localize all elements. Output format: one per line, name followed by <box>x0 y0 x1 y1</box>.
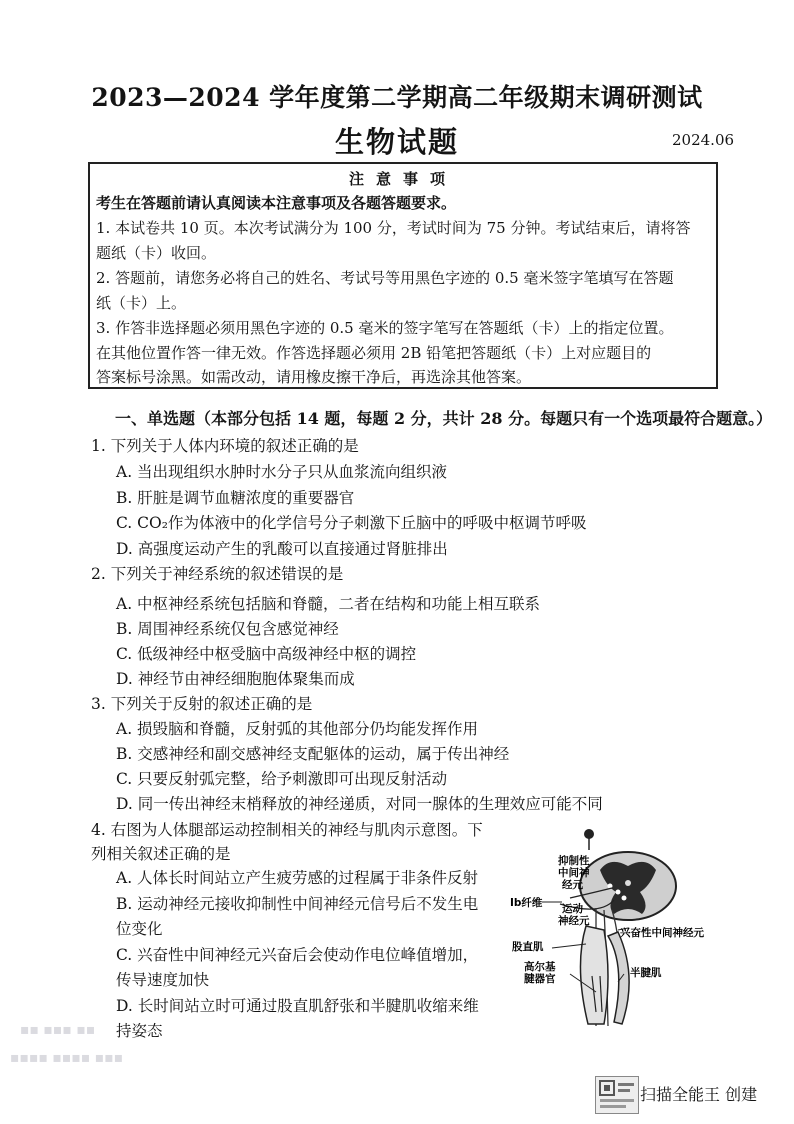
stimulus-dot <box>584 829 594 839</box>
label-golgi-tendon-organ: 腱器官 <box>524 973 556 985</box>
notice-line: 2. 答题前，请您务必将自己的姓名、考试号等用黑色字迹的 0.5 毫米签字笔填写在答题 <box>96 269 674 287</box>
question-option-continuation: 位变化 <box>116 920 163 938</box>
question-stem: 列相关叙述正确的是 <box>91 845 231 863</box>
notice-box <box>88 162 718 389</box>
rectus-femoris-muscle <box>580 926 608 1024</box>
scanner-logo-icon <box>595 1076 639 1114</box>
question-option: B. 交感神经和副交感神经支配躯体的运动，属于传出神经 <box>116 745 510 763</box>
question-stem: 3. 下列关于反射的叙述正确的是 <box>91 695 313 713</box>
question-option: A. 人体长时间站立产生疲劳感的过程属于非条件反射 <box>116 869 479 887</box>
question-option: A. 当出现组织水肿时水分子只从血浆流向组织液 <box>116 463 448 481</box>
exam-title: 2023—2024 学年度第二学期高二年级期末调研测试 <box>91 83 703 112</box>
question-option-continuation: 传导速度加快 <box>116 971 210 989</box>
leg-muscles <box>580 926 629 1024</box>
question-stem: 1. 下列关于人体内环境的叙述正确的是 <box>91 437 359 455</box>
notice-line: 1. 本试卷共 10 页。本次考试满分为 100 分，考试时间为 75 分钟。考试结束后，请将答 <box>96 219 691 237</box>
question-option: D. 同一传出神经末梢释放的神经递质，对同一腺体的生理效应可能不同 <box>116 795 603 813</box>
notice-line: 在其他位置作答一律无效。作答选择题必须用 2B 铅笔把答题纸（卡）上对应题目的 <box>96 344 652 362</box>
question-option: B. 肝脏是调节血糖浓度的重要器官 <box>116 489 355 507</box>
scanner-credit: 扫描全能王 创建 <box>640 1085 758 1104</box>
label-rectus-femoris: 股直肌 <box>512 941 544 953</box>
notice-title: 注意事项 <box>348 170 457 188</box>
question-option: A. 损毁脑和脊髓，反射弧的其他部分仍均能发挥作用 <box>116 720 479 738</box>
question-stem: 4. 右图为人体腿部运动控制相关的神经与肌肉示意图。下 <box>91 821 483 839</box>
scan-artifact: ▪▪▪▪ ▪▪▪▪ ▪▪▪ <box>10 1050 124 1066</box>
label-inhibitory-interneuron: 经元 <box>562 879 583 891</box>
exam-subtitle: 生物试题 <box>334 125 459 159</box>
question-option: A. 中枢神经系统包括脑和脊髓，二者在结构和功能上相互联系 <box>116 595 541 613</box>
notice-line: 3. 作答非选择题必须用黑色字迹的 0.5 毫米的签字笔写在答题纸（卡）上的指定位置。 <box>96 319 674 337</box>
notice-line: 纸（卡）上。 <box>96 294 187 312</box>
question-option: C. CO₂作为体液中的化学信号分子刺激下丘脑中的呼吸中枢调节呼吸 <box>116 514 587 532</box>
question-option: B. 周围神经系统仅包含感觉神经 <box>116 620 339 638</box>
question-stem: 2. 下列关于神经系统的叙述错误的是 <box>91 565 344 583</box>
label-motor-neuron: 运动 <box>562 903 583 915</box>
question-option: C. 低级神经中枢受脑中高级神经中枢的调控 <box>116 645 417 663</box>
label-excitatory-interneuron: 兴奋性中间神经元 <box>620 927 704 939</box>
label-motor-neuron: 神经元 <box>558 915 590 927</box>
spinal-cord-section <box>580 829 676 920</box>
question-option: D. 神经节由神经细胞胞体聚集而成 <box>116 670 355 688</box>
question-option: B. 运动神经元接收抑制性中间神经元信号后不发生电 <box>116 895 479 913</box>
notice-line: 答案标号涂黑。如需改动，请用橡皮擦干净后，再选涂其他答案。 <box>96 368 532 386</box>
question-option: D. 长时间站立时可通过股直肌舒张和半腱肌收缩来维 <box>116 997 479 1015</box>
question-option: D. 高强度运动产生的乳酸可以直接通过肾脏排出 <box>116 540 448 558</box>
question-option: C. 只要反射弧完整，给予刺激即可出现反射活动 <box>116 770 448 788</box>
question-option: C. 兴奋性中间神经元兴奋后会使动作电位峰值增加， <box>116 946 479 964</box>
label-semitendinosus: 半腱肌 <box>630 967 662 979</box>
exam-date: 2024.06 <box>672 131 735 149</box>
label-inhibitory-interneuron: 抑制性 <box>558 855 590 867</box>
notice-intro: 考生在答题前请认真阅读本注意事项及各题答题要求。 <box>96 194 457 212</box>
section-heading: 一、单选题（本部分包括 14 题，每题 2 分，共计 28 分。每题只有一个选项最符合题意。） <box>115 409 773 428</box>
scan-artifact: ▪▪ ▪▪▪ ▪▪ <box>20 1022 96 1038</box>
label-inhibitory-interneuron: 中间神 <box>558 867 590 879</box>
label-golgi-tendon-organ: 高尔基 <box>524 961 556 973</box>
question-option-continuation: 持姿态 <box>116 1022 163 1040</box>
nerve-muscle-figure <box>500 826 720 1032</box>
semitendinosus-muscle <box>608 932 629 1024</box>
notice-line: 题纸（卡）收回。 <box>96 244 217 262</box>
label-ib-fiber: Ib纤维 <box>510 897 543 909</box>
